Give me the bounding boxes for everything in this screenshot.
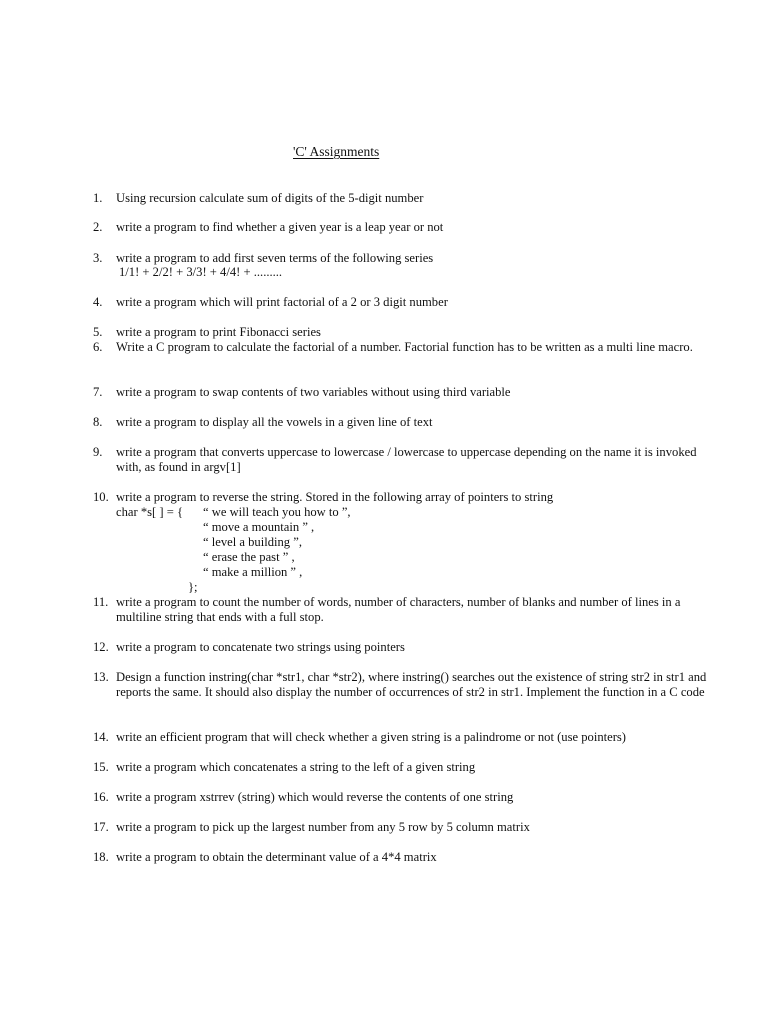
- item-text: write a program to obtain the determinant value of a 4*4 matrix: [116, 850, 437, 864]
- item-number: 16.: [93, 790, 109, 804]
- item-text: write a program which concatenates a string to the left of a given string: [116, 760, 476, 774]
- item-text: write a program to add first seven terms of the following series: [116, 251, 434, 265]
- item-number: 14.: [93, 730, 109, 744]
- item-number: 5.: [93, 325, 103, 339]
- code-close: };: [188, 580, 198, 594]
- item-text: write a program to swap contents of two variables without using third variable: [116, 385, 511, 399]
- item-number: 11.: [93, 595, 109, 609]
- page-title: 'C' Assignments: [293, 144, 380, 159]
- list-item: [93, 850, 713, 865]
- item-text: write a program to pick up the largest number from any 5 row by 5 column matrix: [116, 820, 530, 834]
- code-line: “ level a building ”,: [203, 535, 302, 549]
- list-item: [93, 295, 713, 310]
- item-number: 15.: [93, 760, 109, 774]
- code-line: “ move a mountain ” ,: [203, 520, 315, 534]
- list-item: [93, 730, 713, 745]
- item-number: 6.: [93, 340, 103, 354]
- item-text: write a program to display all the vowels in a given line of text: [116, 415, 433, 429]
- item-number: 2.: [93, 220, 103, 234]
- item-number: 4.: [93, 295, 103, 309]
- list-item: [93, 325, 713, 340]
- item-text: write a program to find whether a given year is a leap year or not: [116, 220, 444, 234]
- list-item: [93, 790, 713, 805]
- item-text: Write a C program to calculate the factorial of a number. Factorial function has to be written as a multi line macro.: [116, 340, 693, 354]
- item-number: 10.: [93, 490, 109, 504]
- item-text: write an efficient program that will check whether a given string is a palindrome or not (use pointers): [116, 730, 627, 744]
- item-text: write a program to print Fibonacci series: [116, 325, 321, 339]
- list-item: [93, 490, 713, 505]
- item-text: Design a function instring(char *str1, char *str2), where instring() searches out the existence of string str2 in str1 and reports the same. It should also display the number of occurrences of str2 in str1. Implement the function in a C code: [116, 670, 707, 699]
- list-item: [93, 415, 713, 430]
- item-number: 12.: [93, 640, 109, 654]
- item-number: 7.: [93, 385, 103, 399]
- list-item: [93, 445, 713, 475]
- code-line: “ we will teach you how to ”,: [203, 505, 351, 519]
- item-text: write a program xstrrev (string) which would reverse the contents of one string: [116, 790, 514, 804]
- item-number: 18.: [93, 850, 109, 864]
- list-item: [93, 191, 713, 206]
- item-number: 9.: [93, 445, 103, 459]
- item-text: write a program to concatenate two strings using pointers: [116, 640, 405, 654]
- code-line: “ erase the past ” ,: [203, 550, 295, 564]
- item-text: write a program which will print factorial of a 2 or 3 digit number: [116, 295, 448, 309]
- list-item: [93, 251, 713, 266]
- item-text: Using recursion calculate sum of digits of the 5-digit number: [116, 191, 424, 205]
- item-number: 3.: [93, 251, 103, 265]
- list-item: [93, 760, 713, 775]
- list-item: [93, 640, 713, 655]
- item-text: write a program to reverse the string. Stored in the following array of pointers to string: [116, 490, 554, 504]
- item-number: 17.: [93, 820, 109, 834]
- item-number: 8.: [93, 415, 103, 429]
- list-item: [93, 595, 713, 625]
- item-number: 1.: [93, 191, 103, 205]
- list-item: [93, 820, 713, 835]
- series-expression: 1/1! + 2/2! + 3/3! + 4/4! + .........: [119, 265, 283, 279]
- code-declaration: char *s[ ] = {: [116, 505, 183, 519]
- list-item: [93, 220, 713, 235]
- list-item: [93, 670, 713, 700]
- list-item: [93, 385, 713, 400]
- item-number: 13.: [93, 670, 109, 684]
- code-line: “ make a million ” ,: [203, 565, 303, 579]
- list-item: [93, 340, 713, 355]
- item-text: write a program to count the number of words, number of characters, number of blanks and number of lines in a multiline string that ends with a full stop.: [116, 595, 681, 624]
- item-text: write a program that converts uppercase to lowercase / lowercase to uppercase depending on the name it is invoked with, as found in argv[1]: [116, 445, 697, 474]
